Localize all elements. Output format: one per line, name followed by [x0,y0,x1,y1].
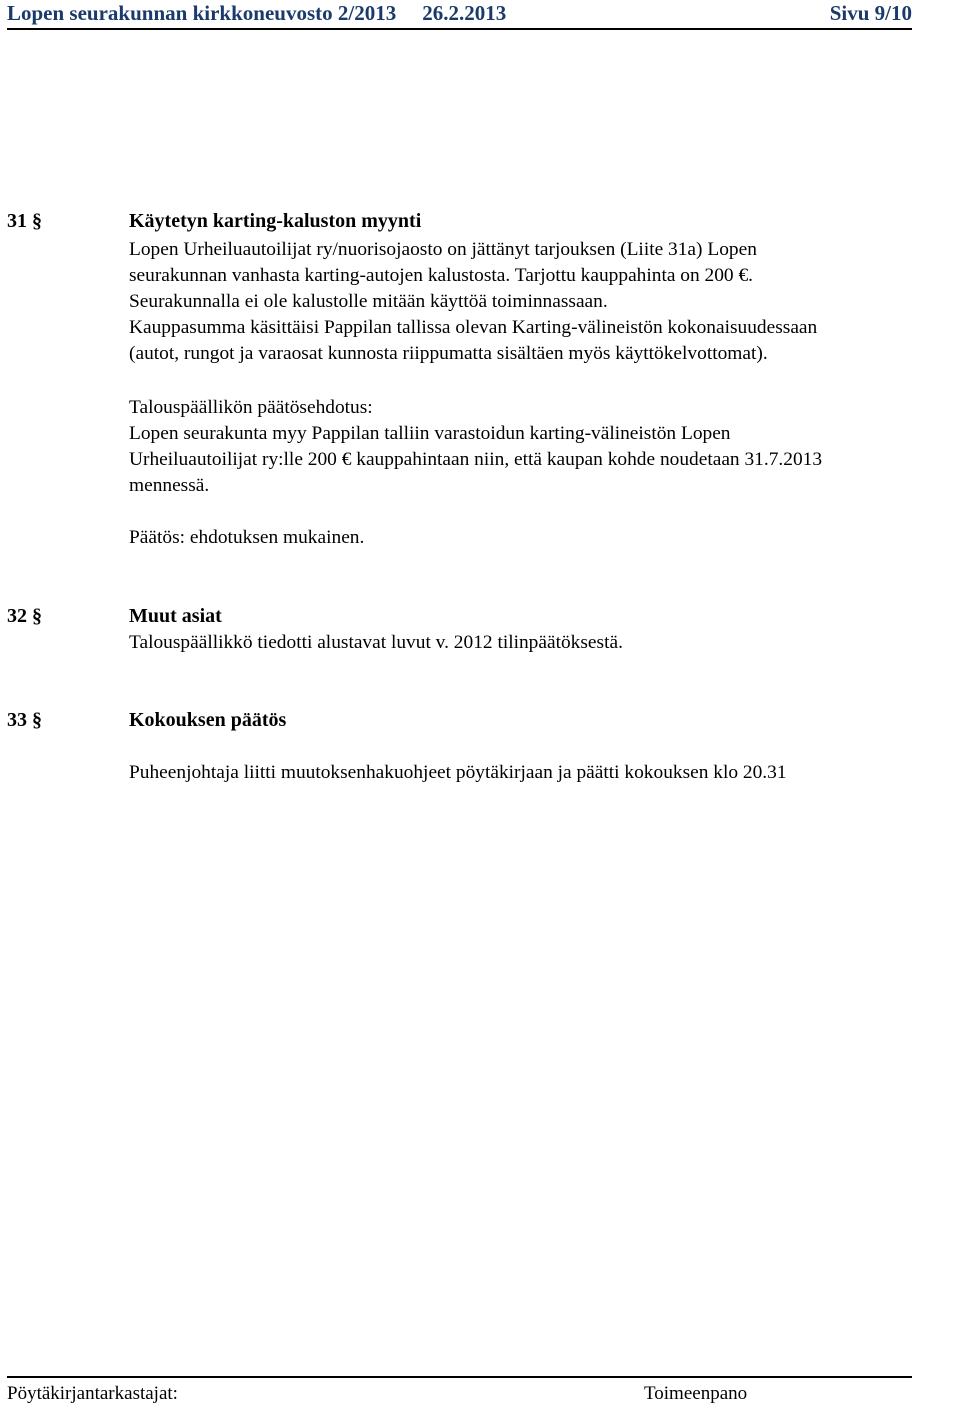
section-number: 31 § [7,210,42,232]
document-title: Lopen seurakunnan kirkkoneuvosto 2/2013 [7,1,397,25]
section-title: Kokouksen päätös [129,709,287,731]
body-line: Seurakunnalla ei ole kalustolle mitään käyttöä toiminnassaan. [129,291,608,312]
page-header [7,0,912,30]
header-left [7,1,506,26]
section-number: 32 § [7,605,42,627]
section-body [129,760,787,786]
section-number: 33 § [7,709,42,731]
body-line: Kauppasumma käsittäisi Pappilan tallissa olevan Karting-välineistön kokonaisuudessaan [129,317,818,338]
proposal-line: mennessä. [129,475,210,496]
footer-execution-label: Toimeenpano [644,1383,748,1404]
body-line: Puheenjohtaja liitti muutoksenhakuohjeet pöytäkirjaan ja päätti kokouksen klo 20.31 [129,762,787,783]
page-footer [7,1376,912,1409]
proposal-block [129,395,822,499]
section-symbol: § [32,605,42,627]
body-line: seurakunnan vanhasta karting-autojen kalustosta. Tarjottu kauppahinta on 200 €. [129,265,754,286]
footer-reviewers-label: Pöytäkirjantarkastajat: [7,1383,178,1404]
body-line: Lopen Urheiluautoilijat ry/nuorisojaosto on jättänyt tarjouksen (Liite 31a) Lopen [129,239,757,260]
section-body [129,630,623,656]
section-symbol: § [32,709,42,731]
page-number: Sivu 9/10 [829,1,912,25]
proposal-line: Urheiluautoilijat ry:lle 200 € kauppahintaan niin, että kaupan kohde noudetaan 31.7.2013 [129,449,823,470]
proposal-line: Lopen seurakunta myy Pappilan talliin varastoidun karting-välineistön Lopen [129,423,731,444]
section-body [129,237,817,367]
section-symbol: § [32,210,42,232]
body-line: Talouspäällikkö tiedotti alustavat luvut v. 2012 tilinpäätöksestä. [129,632,623,653]
section-title: Käytetyn karting-kaluston myynti [129,210,422,232]
decision-block [129,525,364,551]
meeting-date: 26.2.2013 [422,1,507,25]
body-line: (autot, rungot ja varaosat kunnosta riippumatta sisältäen myös käyttökelvottomat). [129,343,768,364]
decision-text: Päätös: ehdotuksen mukainen. [129,527,365,548]
section-title: Muut asiat [129,605,222,627]
proposal-label: Talouspäällikön päätösehdotus: [129,397,373,418]
